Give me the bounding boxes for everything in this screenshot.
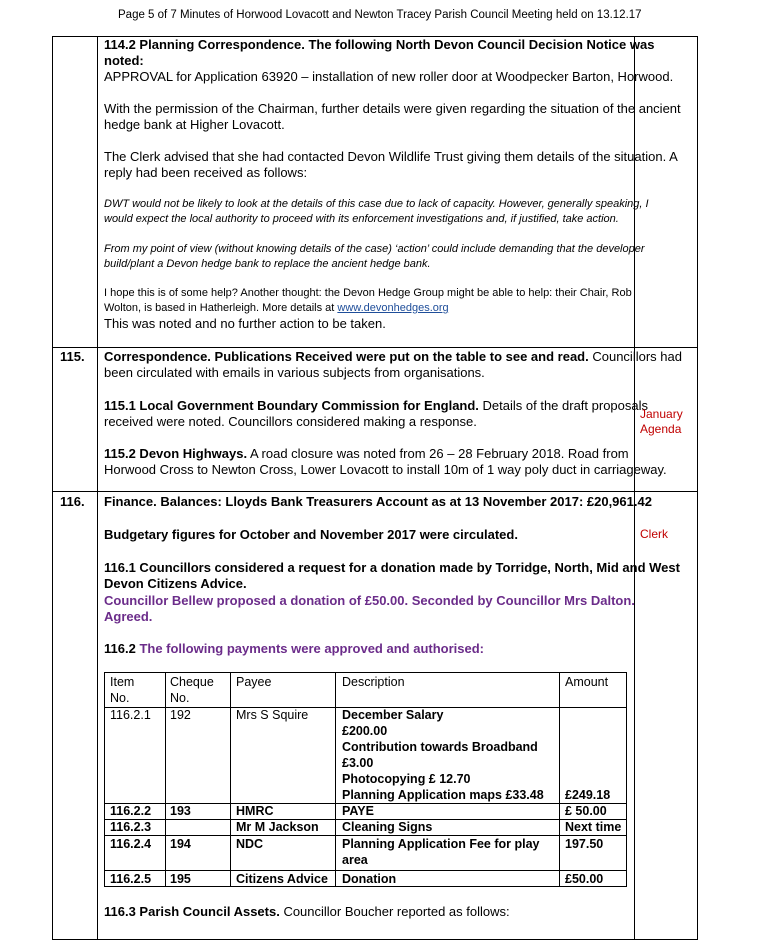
column-divider xyxy=(97,37,98,939)
row4-item: 116.2.4 xyxy=(110,837,152,851)
row2-amount: £ 50.00 xyxy=(565,804,607,818)
row5-item: 116.2.5 xyxy=(110,872,152,886)
row3-payee: Mr M Jackson xyxy=(236,820,319,834)
action-clerk: Clerk xyxy=(640,527,669,541)
row3-amount: Next time xyxy=(565,820,622,834)
hedge-group-note-cont: Wolton, is based in Hatherleigh. More details at www.devonhedges.org xyxy=(104,302,449,314)
donation-agreed: Agreed. xyxy=(104,609,153,624)
row1-cheque: 192 xyxy=(170,708,191,722)
row4-desc: Planning Application Fee for play xyxy=(342,837,540,851)
approval-line: APPROVAL for Application 63920 – installation of new roller door at Woodpecker Barton, Horwood. xyxy=(104,69,674,84)
row-divider xyxy=(53,491,697,492)
column-divider xyxy=(230,673,231,886)
row1-desc: Photocopying £ 12.70 xyxy=(342,772,471,786)
row4-payee: NDC xyxy=(236,837,264,851)
row-divider xyxy=(53,347,697,348)
correspondence-line-cont: been circulated with emails in various subjects from organisations. xyxy=(104,365,485,380)
dwt-quote: DWT would not be likely to look at the details of this case due to lack of capacity. However, generally speaking, I xyxy=(104,198,649,210)
correspondence-line: Correspondence. Publications Received were put on the table to see and read. Councillors had xyxy=(104,349,682,364)
column-divider xyxy=(335,673,336,886)
action-agenda: Agenda xyxy=(640,422,682,436)
header-cheque: Cheque xyxy=(170,675,214,689)
action-january: January xyxy=(640,407,683,421)
row5-cheque: 195 xyxy=(170,872,191,886)
assets-line: 116.3 Parish Council Assets. Councillor Boucher reported as follows: xyxy=(104,904,510,919)
clerk-paragraph: The Clerk advised that she had contacted Devon Wildlife Trust giving them details of the situation. A xyxy=(104,149,678,164)
dwt-quote-cont: would expect the local authority to proceed with its enforcement investigations and, if justified, take action. xyxy=(104,213,619,225)
finance-balances: Finance. Balances: Lloyds Bank Treasurers Account as at 13 November 2017: £20,961.42 xyxy=(104,494,652,509)
row1-desc: December Salary xyxy=(342,708,444,722)
payments-heading: 116.2 The following payments were approved and authorised: xyxy=(104,641,484,656)
donation-request: 116.1 Councillors considered a request for a donation made by Torridge, North, Mid and West xyxy=(104,560,680,575)
row1-item: 116.2.1 xyxy=(110,708,151,722)
header-payee: Payee xyxy=(236,675,272,689)
hedge-group-note: I hope this is of some help? Another thought: the Devon Hedge Group might be able to help: their Chair, Rob xyxy=(104,287,632,299)
header-amount: Amount xyxy=(565,675,609,689)
page-header: Page 5 of 7 Minutes of Horwood Lovacott and Newton Tracey Parish Council Meeting held on 13.12.17 xyxy=(118,9,642,21)
row1-desc: £3.00 xyxy=(342,756,374,770)
boundary-commission-line: 115.1 Local Government Boundary Commission for England. Details of the draft proposals xyxy=(104,398,649,413)
row1-desc: Contribution towards Broadband xyxy=(342,740,538,754)
budgetary-figures: Budgetary figures for October and November 2017 were circulated. xyxy=(104,527,518,542)
column-divider xyxy=(634,37,635,939)
column-divider xyxy=(165,673,166,886)
row1-desc: £200.00 xyxy=(342,724,388,738)
dwt-quote-2-cont: build/plant a Devon hedge bank to replace the ancient hedge bank. xyxy=(104,258,431,270)
row2-cheque: 193 xyxy=(170,804,191,818)
item-number-116: 116. xyxy=(60,494,85,509)
item-number-115: 115. xyxy=(60,349,85,364)
column-divider xyxy=(559,673,560,886)
row2-desc: PAYE xyxy=(342,804,374,818)
row3-item: 116.2.3 xyxy=(110,820,152,834)
planning-correspondence-heading: 114.2 Planning Correspondence. The following North Devon Council Decision Notice was xyxy=(104,37,655,52)
clerk-paragraph-cont: reply had been received as follows: xyxy=(104,165,308,180)
boundary-commission-line-cont: received were noted. Councillors considered making a response. xyxy=(104,414,477,429)
devon-highways-line-cont: Horwood Cross to Newton Cross, Lower Lovacott to install 10m of 1 way poly duct in carriageway. xyxy=(104,462,667,477)
row4-amount: 197.50 xyxy=(565,837,604,851)
donation-request-cont: Devon Citizens Advice. xyxy=(104,576,247,591)
row5-desc: Donation xyxy=(342,872,397,886)
header-cheque-no: No. xyxy=(170,691,190,705)
row1-amount: £249.18 xyxy=(565,788,611,802)
dwt-quote-2: From my point of view (without knowing details of the case) ‘action’ could include demanding that the developer xyxy=(104,243,645,255)
header-item-no: No. xyxy=(110,691,130,705)
row3-desc: Cleaning Signs xyxy=(342,820,433,834)
row4-cheque: 194 xyxy=(170,837,191,851)
row5-amount: £50.00 xyxy=(565,872,604,886)
hedge-bank-paragraph: With the permission of the Chairman, further details were given regarding the situation of the ancient xyxy=(104,101,681,116)
planning-correspondence-heading-cont: noted: xyxy=(104,53,144,68)
row1-desc: Planning Application maps £33.48 xyxy=(342,788,544,802)
row4-desc: area xyxy=(342,853,368,867)
header-item: Item xyxy=(110,675,135,689)
donation-proposal: Councillor Bellew proposed a donation of £50.00. Seconded by Councillor Mrs Dalton. xyxy=(104,593,635,608)
row2-item: 116.2.2 xyxy=(110,804,152,818)
hedge-bank-paragraph-cont: hedge bank at Higher Lovacott. xyxy=(104,117,285,132)
header-description: Description xyxy=(342,675,405,689)
devonhedges-link[interactable]: www.devonhedges.org xyxy=(337,302,449,314)
devon-highways-line: 115.2 Devon Highways. A road closure was noted from 26 – 28 February 2018. Road from xyxy=(104,446,629,461)
noted-line: This was noted and no further action to be taken. xyxy=(104,316,386,331)
row1-payee: Mrs S Squire xyxy=(236,708,309,722)
row2-payee: HMRC xyxy=(236,804,274,818)
row5-payee: Citizens Advice xyxy=(236,872,328,886)
